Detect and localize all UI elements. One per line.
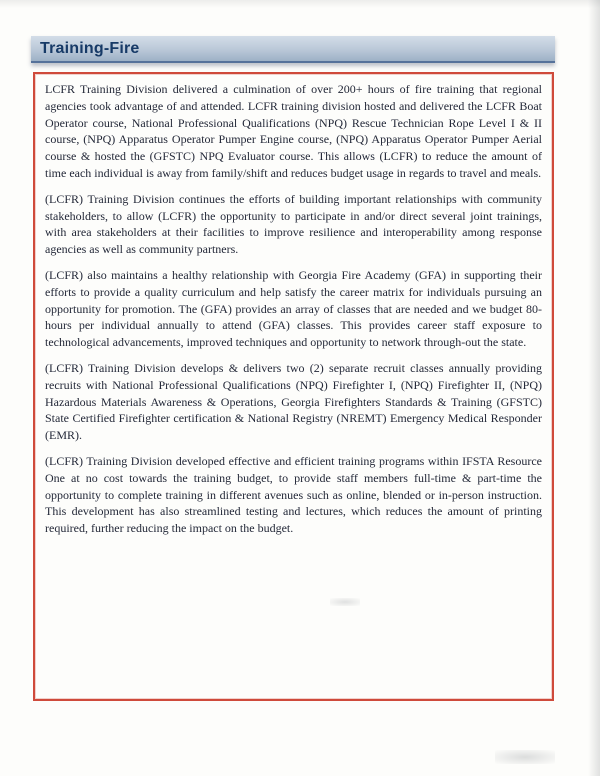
paragraph: (LCFR) also maintains a healthy relationship with Georgia Fire Academy (GFA) in supporting their efforts to provide a quality curriculum and help satisfy the career matrix for individuals pursuing an opportunity for promotion. The (GFA) provides an array of classes that are needed and we budget 80-hours per individual annually to attend (GFA) classes. This provides career staff exposure to technological advancements, improved techniques and opportunity to network through-out the state.: [45, 267, 542, 350]
content-box: [33, 72, 554, 701]
paragraph: (LCFR) Training Division developed effective and efficient training programs within IFSTA Resource One at no cost towards the training budget, to provide staff members full-time & part-time the opportunity to complete training in different avenues such as online, blended or in-person instruction. This development has also streamlined testing and lectures, which reduces the amount of printing required, further reducing the impact on the budget.: [45, 453, 542, 536]
page-title: Training-Fire: [40, 39, 140, 57]
scan-shading-right: [588, 0, 600, 776]
scan-artifact: [495, 750, 555, 764]
section-header-bar: [31, 36, 555, 63]
paragraph: (LCFR) Training Division continues the efforts of building important relationships with community stakeholders, to allow (LCFR) the opportunity to participate in and/or direct several joint trainings, with area stakeholders at their facilities to improve resilience and interoperability among response agencies as well as community partners.: [45, 191, 542, 257]
paragraph: (LCFR) Training Division develops & delivers two (2) separate recruit classes annually providing recruits with National Professional Qualifications (NPQ) Firefighter I, (NPQ) Firefighter II, (NPQ) Hazardous Materials Awareness & Operations, Georgia Firefighters Standards & Training (GFSTC) State Certified Firefighter certification & National Registry (NREMT) Emergency Medical Responder (EMR).: [45, 360, 542, 443]
paragraph: LCFR Training Division delivered a culmination of over 200+ hours of fire training that regional agencies took advantage of and attended. LCFR training division hosted and delivered the LCFR Boat Operator course, National Professional Qualifications (NPQ) Rescue Technician Rope Level I & II course, (NPQ) Apparatus Operator Pumper Engine course, (NPQ) Apparatus Operator Pumper Aerial course & hosted the (GFSTC) NPQ Evaluator course. This allows (LCFR) to reduce the amount of time each individual is away from family/shift and reduces budget usage in regards to travel and meals.: [45, 82, 542, 180]
scan-shading-top: [0, 0, 600, 8]
